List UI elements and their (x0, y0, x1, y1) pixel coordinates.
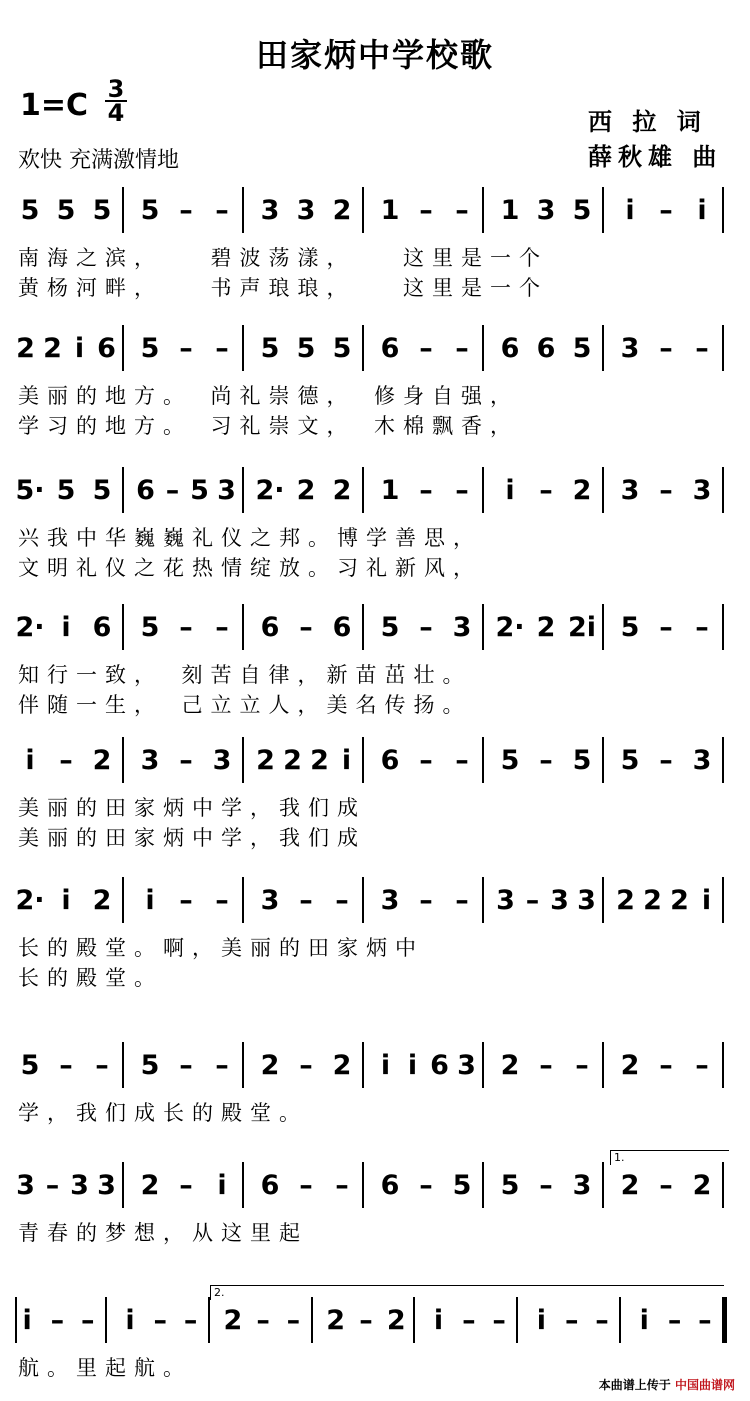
barline (242, 737, 244, 783)
note: 2 (140, 1170, 160, 1201)
note: – (299, 885, 313, 916)
note: 5 (140, 612, 160, 643)
barline (722, 737, 724, 783)
note: i (145, 885, 155, 916)
note: 2 (92, 885, 112, 916)
note: – (419, 745, 433, 776)
time-sig-denominator: 4 (107, 99, 125, 127)
barline (122, 467, 124, 513)
note: – (419, 195, 433, 226)
note: 5 (332, 333, 352, 364)
note: – (153, 1305, 168, 1336)
barline (722, 877, 724, 923)
note: – (59, 1050, 73, 1081)
note: 3 (380, 885, 400, 916)
note: 2· (255, 475, 285, 506)
note: 3 (140, 745, 160, 776)
note: – (539, 1170, 553, 1201)
note: – (695, 612, 709, 643)
note: 5 (92, 195, 112, 226)
note: 5 (20, 195, 40, 226)
note: 2 (310, 745, 329, 776)
barline (242, 467, 244, 513)
note: 5 (92, 475, 112, 506)
barline (602, 877, 604, 923)
volta-first: 1. (610, 1150, 729, 1165)
note: 1 (380, 475, 400, 506)
barline (122, 604, 124, 650)
barline (722, 604, 724, 650)
barline (311, 1297, 313, 1343)
note: 5 (452, 1170, 472, 1201)
note: – (299, 1050, 313, 1081)
tempo-marking: 欢快 充满激情地 (18, 148, 179, 173)
note: 2 (643, 885, 662, 916)
note: 2 (326, 1305, 346, 1336)
barline (242, 187, 244, 233)
barline (362, 604, 364, 650)
note: i (74, 333, 85, 364)
note: – (419, 475, 433, 506)
note: – (659, 1050, 673, 1081)
barline (122, 737, 124, 783)
barline (482, 877, 484, 923)
note: i (341, 745, 352, 776)
barline (482, 467, 484, 513)
note: 3 (620, 475, 640, 506)
note: 5 (56, 475, 76, 506)
barline (242, 604, 244, 650)
note: – (455, 333, 469, 364)
note: 3 (550, 885, 569, 916)
note: 2 (283, 745, 302, 776)
barline (482, 325, 484, 371)
note: – (698, 1305, 712, 1336)
barline (602, 604, 604, 650)
lyric-line: 美丽的田家炳中学，我们成 (18, 796, 366, 820)
barline (482, 737, 484, 783)
lyric-line: 兴我中华巍巍礼仪之邦。博学善思， (18, 526, 482, 550)
lyric-line: 长的殿堂。 (18, 966, 163, 990)
barline (242, 877, 244, 923)
note: i (25, 745, 35, 776)
note: 2 (260, 1050, 280, 1081)
note: 3 (536, 195, 556, 226)
note: 3 (16, 1170, 35, 1201)
barline (362, 467, 364, 513)
note: 5 (140, 1050, 160, 1081)
barline (722, 1297, 727, 1343)
barline (602, 1162, 604, 1208)
barline (602, 737, 604, 783)
barline (122, 325, 124, 371)
barline (602, 187, 604, 233)
note: 5 (20, 1050, 40, 1081)
note: 6 (260, 1170, 280, 1201)
note: 2 (223, 1305, 243, 1336)
note: 5 (620, 745, 640, 776)
barline (482, 187, 484, 233)
note: 2 (536, 612, 556, 643)
barline (602, 1042, 604, 1088)
note: 5 (572, 195, 592, 226)
note: 6 (97, 333, 116, 364)
volta-second: 2. (210, 1285, 724, 1300)
time-signature (105, 75, 127, 127)
note: – (179, 612, 193, 643)
note: 6 (430, 1050, 449, 1081)
note: – (539, 745, 553, 776)
note: 2 (692, 1170, 712, 1201)
note: 3 (692, 475, 712, 506)
note: i (61, 612, 71, 643)
barline (242, 325, 244, 371)
note: 2 (92, 745, 112, 776)
note: 3 (572, 1170, 592, 1201)
lyric-line: 文明礼仪之花热情绽放。习礼新风， (18, 556, 482, 580)
note: – (299, 1170, 313, 1201)
note: – (667, 1305, 682, 1336)
barline (362, 737, 364, 783)
note: – (286, 1305, 301, 1336)
note: 6 (500, 333, 520, 364)
note: – (335, 1170, 349, 1201)
song-title: 田家炳中学校歌 (255, 36, 494, 74)
note: – (695, 1050, 709, 1081)
note: – (659, 1170, 673, 1201)
note: 2 (43, 333, 62, 364)
note: i (407, 1050, 418, 1081)
note: i (22, 1305, 32, 1336)
lyric-line: 伴随一生， 己立立人，美名传扬。 (18, 693, 472, 717)
note: 6 (332, 612, 352, 643)
barline (362, 1162, 364, 1208)
note: 2 (620, 1170, 640, 1201)
barline (722, 1162, 724, 1208)
note: 2 (572, 475, 592, 506)
lyric-line: 黄杨河畔， 书声琅琅， 这里是一个 (18, 276, 548, 300)
note: – (59, 745, 73, 776)
lyric-line: 学习的地方。 习礼崇文， 木棉飘香， (18, 414, 519, 438)
note: 2 (620, 1050, 640, 1081)
note: i (125, 1305, 135, 1336)
note: – (215, 333, 229, 364)
note: – (564, 1305, 579, 1336)
note: – (659, 745, 673, 776)
barline (482, 1042, 484, 1088)
note: – (462, 1305, 476, 1336)
barline (122, 1042, 124, 1088)
note: – (183, 1305, 198, 1336)
note: 5 (500, 1170, 520, 1201)
note: 3 (452, 612, 472, 643)
note: – (595, 1305, 609, 1336)
site-logo: 中国曲谱网 (674, 1378, 735, 1392)
note: 3 (217, 475, 236, 506)
barline (482, 1162, 484, 1208)
note: 3 (692, 745, 712, 776)
note: – (299, 612, 313, 643)
note: i (505, 475, 515, 506)
note: 5 (140, 195, 160, 226)
note: 2 (332, 195, 352, 226)
barline (602, 467, 604, 513)
barline (722, 467, 724, 513)
note: i (433, 1305, 444, 1336)
lyric-line: 美丽的田家炳中学，我们成 (18, 826, 366, 850)
note: 3 (496, 885, 515, 916)
note: 2 (500, 1050, 520, 1081)
note: i (701, 885, 712, 916)
barline (619, 1297, 621, 1343)
barline (122, 1162, 124, 1208)
barline (362, 877, 364, 923)
note: – (165, 475, 180, 506)
note: 2 (670, 885, 689, 916)
barline (722, 187, 724, 233)
note: – (179, 745, 193, 776)
barline (516, 1297, 518, 1343)
note: 3 (70, 1170, 89, 1201)
note: 3 (296, 195, 316, 226)
note: 3 (97, 1170, 116, 1201)
note: 5 (190, 475, 209, 506)
barline (362, 325, 364, 371)
note: – (179, 1170, 193, 1201)
barline (362, 187, 364, 233)
note: i (639, 1305, 649, 1336)
footer-credit (599, 1376, 735, 1393)
note: 2 (16, 333, 35, 364)
note: 5 (380, 612, 400, 643)
note: 3 (457, 1050, 476, 1081)
note: i (536, 1305, 547, 1336)
lyric-line: 美丽的地方。 尚礼崇德， 修身自强， (18, 384, 519, 408)
note: – (95, 1050, 109, 1081)
barline (413, 1297, 415, 1343)
barline (242, 1042, 244, 1088)
note: – (256, 1305, 270, 1336)
note: 5 (140, 333, 160, 364)
lyric-line: 学，我们成长的殿堂。 (18, 1101, 308, 1125)
note: – (215, 195, 229, 226)
note: 2· (15, 885, 45, 916)
note: 5 (260, 333, 280, 364)
note: – (525, 885, 540, 916)
time-sig-numerator: 3 (105, 78, 127, 102)
composer-credit: 薛秋雄 曲 (588, 142, 723, 171)
note: – (659, 612, 673, 643)
barline (722, 325, 724, 371)
note: 3 (212, 745, 232, 776)
note: – (215, 612, 229, 643)
note: – (80, 1305, 95, 1336)
note: 6 (536, 333, 556, 364)
note: 3 (260, 195, 280, 226)
note: 2 (256, 745, 275, 776)
note: – (359, 1305, 373, 1336)
note: 2 (332, 1050, 352, 1081)
note: – (695, 333, 709, 364)
note: 3 (260, 885, 280, 916)
note: – (419, 885, 433, 916)
note: – (179, 1050, 193, 1081)
note: – (659, 475, 673, 506)
note: 5 (296, 333, 316, 364)
note: i (380, 1050, 391, 1081)
note: i (697, 195, 707, 226)
note: – (215, 1050, 229, 1081)
note: – (419, 1170, 433, 1201)
note: 6 (92, 612, 112, 643)
note: – (45, 1170, 60, 1201)
note: 6 (380, 745, 400, 776)
note: 5 (572, 745, 592, 776)
note: 5 (500, 745, 520, 776)
note: 6 (260, 612, 280, 643)
note: 6 (380, 333, 400, 364)
note: 3 (577, 885, 596, 916)
lyric-line: 南海之滨， 碧波荡漾， 这里是一个 (18, 246, 548, 270)
note: – (215, 885, 229, 916)
note: – (659, 195, 673, 226)
key-signature: 1=C (20, 88, 89, 123)
lyric-line: 青春的梦想，从这里起 (18, 1221, 308, 1245)
note: – (179, 885, 193, 916)
note: – (539, 475, 553, 506)
note: – (419, 333, 433, 364)
note: 2· (15, 612, 45, 643)
note: 5 (56, 195, 76, 226)
note: – (335, 885, 349, 916)
barline (482, 604, 484, 650)
note: 1 (500, 195, 520, 226)
barline (122, 187, 124, 233)
note: 5· (15, 475, 45, 506)
lyric-line: 长的殿堂。啊，美丽的田家炳中 (18, 936, 424, 960)
note: 2i (567, 612, 597, 643)
note: i (217, 1170, 227, 1201)
note: – (455, 195, 469, 226)
note: 2 (386, 1305, 406, 1336)
lyric-line: 知行一致， 刻苦自律，新苗茁壮。 (18, 663, 472, 687)
barline (208, 1297, 210, 1343)
note: – (179, 333, 193, 364)
note: 3 (620, 333, 640, 364)
note: – (539, 1050, 553, 1081)
note: i (61, 885, 71, 916)
lyricist-credit: 西 拉 词 (588, 107, 707, 136)
note: – (575, 1050, 589, 1081)
note: 2 (332, 475, 352, 506)
note: 2 (616, 885, 635, 916)
barline (122, 877, 124, 923)
note: – (455, 475, 469, 506)
note: 2 (296, 475, 316, 506)
note: – (492, 1305, 506, 1336)
note: 5 (572, 333, 592, 364)
note: – (455, 885, 469, 916)
note: 6 (136, 475, 155, 506)
note: i (625, 195, 635, 226)
note: – (659, 333, 673, 364)
note: 6 (380, 1170, 400, 1201)
note: – (455, 745, 469, 776)
note: – (50, 1305, 65, 1336)
footer-text: 本曲谱上传于 (598, 1378, 671, 1392)
note: – (179, 195, 193, 226)
note: 5 (620, 612, 640, 643)
barline (242, 1162, 244, 1208)
note: 2· (495, 612, 525, 643)
barline (105, 1297, 107, 1343)
note: 1 (380, 195, 400, 226)
barline (362, 1042, 364, 1088)
barline (722, 1042, 724, 1088)
barline (602, 325, 604, 371)
note: – (419, 612, 433, 643)
lyric-line: 航。里起航。 (18, 1356, 192, 1380)
